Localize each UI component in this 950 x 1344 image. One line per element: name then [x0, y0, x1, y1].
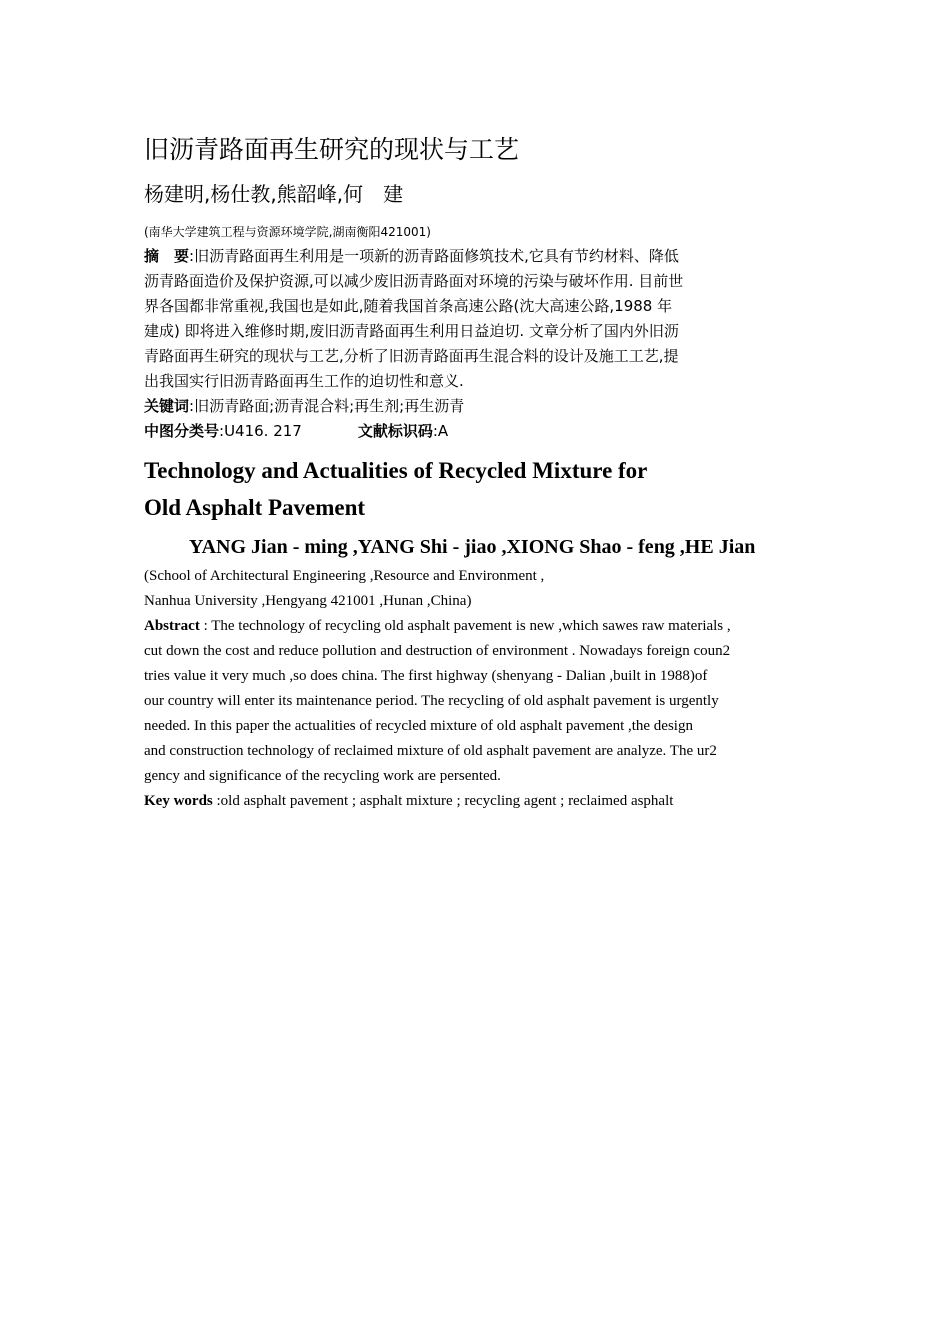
chinese-abstract: [144, 244, 824, 444]
document-code: 文献标识码:A: [357, 422, 449, 440]
english-keywords-label: Key words: [144, 793, 213, 809]
chinese-abstract-line: 界各国都非常重视,我国也是如此,随着我国首条高速公路(沈大高速公路,1988 年: [144, 297, 673, 315]
chinese-abstract-line: 青路面再生研究的现状与工艺,分析了旧沥青路面再生混合料的设计及施工工艺,提: [144, 347, 679, 365]
english-abstract-line: gency and significance of the recycling work are persented.: [144, 768, 501, 784]
english-abstract-line: Abstract : The technology of recycling old asphalt pavement is new ,which sawes raw materials ,: [144, 618, 731, 634]
chinese-keywords: 关键词:旧沥青路面;沥青混合料;再生剂;再生沥青: [144, 397, 465, 415]
english-abstract-line: our country will enter its maintenance period. The recycling of old asphalt pavement is urgently: [144, 693, 719, 709]
english-affiliation: (School of Architectural Engineering ,Resource and Environment ,: [144, 568, 545, 584]
chinese-abstract-label: 摘 要: [144, 247, 190, 265]
chinese-abstract-line: 建成) 即将进入维修时期,废旧沥青路面再生利用日益迫切. 文章分析了国内外旧沥: [144, 322, 679, 340]
chinese-title: 旧沥青路面再生研究的现状与工艺: [144, 135, 520, 164]
english-keywords: Key words :old asphalt pavement ; asphalt mixture ; recycling agent ; reclaimed asphalt: [144, 793, 674, 809]
chinese-abstract-line: 摘 要:旧沥青路面再生利用是一项新的沥青路面修筑技术,它具有节约材料、降低: [144, 247, 679, 265]
chinese-authors: 杨建明,杨仕教,熊韶峰,何 建: [144, 182, 404, 206]
english-abstract-line: needed. In this paper the actualities of recycled mixture of old asphalt pavement ,the design: [144, 718, 693, 734]
chinese-keywords-label: 关键词: [144, 397, 190, 415]
clc-number: 中图分类号:U416. 217: [144, 422, 302, 440]
english-title: Technology and Actualities of Recycled Mixture for Old Asphalt Pavement: [144, 458, 648, 520]
chinese-abstract-line: 出我国实行旧沥青路面再生工作的迫切性和意义.: [144, 372, 464, 390]
paper-page: [144, 130, 824, 814]
english-affiliation: Nanhua University ,Hengyang 421001 ,Hunan ,China): [144, 593, 472, 609]
classification-row: [144, 419, 824, 444]
english-abstract-line: cut down the cost and reduce pollution and destruction of environment . Nowadays foreign coun2: [144, 643, 731, 659]
english-abstract-line: tries value it very much ,so does china. The first highway (shenyang - Dalian ,built in 1988)of: [144, 668, 708, 684]
chinese-affiliation: (南华大学建筑工程与资源环境学院,湖南衡阳421001): [144, 225, 431, 239]
english-authors: YANG Jian - ming ,YANG Shi - jiao ,XIONG Shao - feng ,HE Jian: [189, 536, 756, 558]
english-abstract-line: and construction technology of reclaimed mixture of old asphalt pavement are analyze. The ur2: [144, 743, 717, 759]
chinese-abstract-line: 沥青路面造价及保护资源,可以减少废旧沥青路面对环境的污染与破坏作用. 目前世: [144, 272, 684, 290]
english-abstract-label: Abstract: [144, 618, 200, 634]
english-abstract: [144, 564, 824, 814]
